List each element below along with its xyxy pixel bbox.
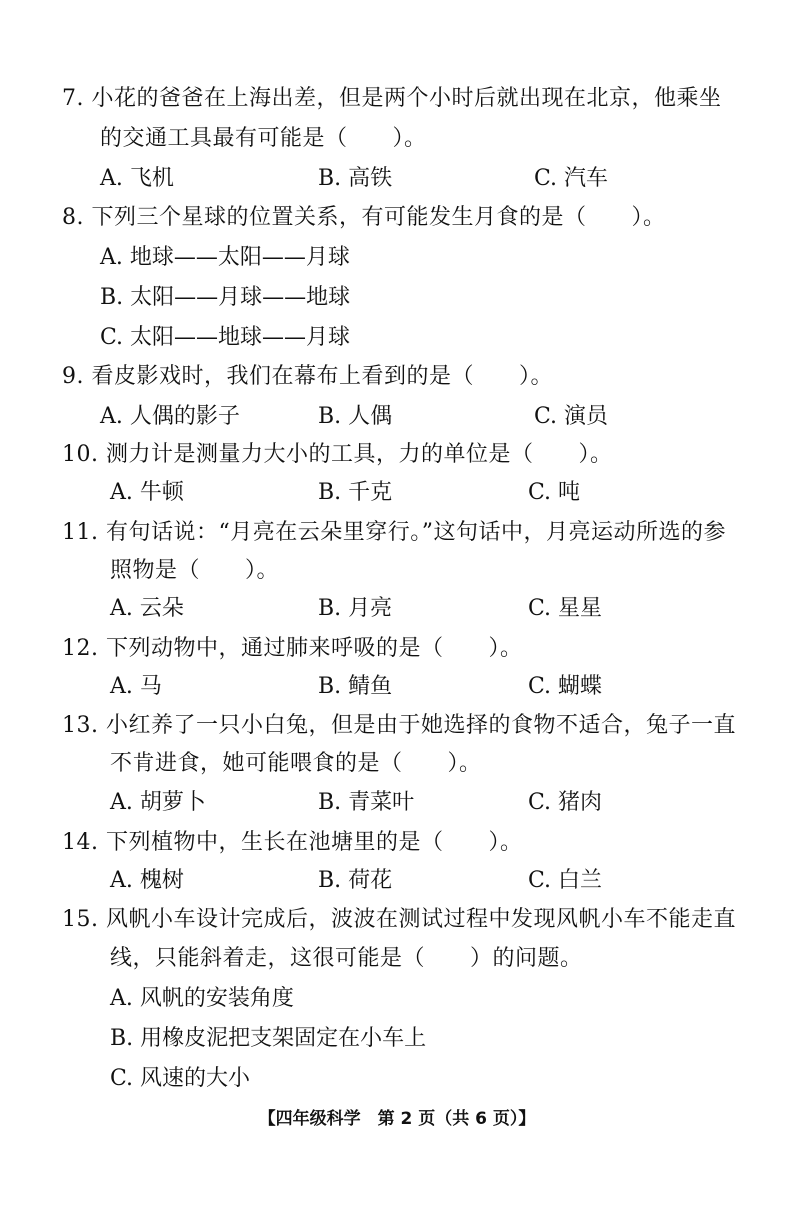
question-8-option-b: B. 太阳——月球——地球 xyxy=(100,285,351,310)
question-13-option-b: B. 青菜叶 xyxy=(318,790,415,815)
question-7-line-1: 7. 小花的爸爸在上海出差，但是两个小时后就出现在北京，他乘坐 xyxy=(62,86,722,111)
question-15-option-a: A. 风帆的安装角度 xyxy=(110,986,294,1011)
question-7-option-b: B. 高铁 xyxy=(318,166,393,191)
question-13-option-a: A. 胡萝卜 xyxy=(110,790,206,815)
question-15-line-2: 线，只能斜着走，这很可能是（ ）的问题。 xyxy=(110,946,583,971)
question-9-option-c: C. 演员 xyxy=(534,404,609,429)
question-14-option-b: B. 荷花 xyxy=(318,868,393,893)
question-10-option-b: B. 千克 xyxy=(318,480,393,505)
question-11-option-b: B. 月亮 xyxy=(318,596,393,621)
question-13-option-c: C. 猪肉 xyxy=(528,790,603,815)
question-9-option-b: B. 人偶 xyxy=(318,404,393,429)
question-10-option-c: C. 吨 xyxy=(528,480,581,505)
question-7-option-a: A. 飞机 xyxy=(100,166,174,191)
question-8-option-c: C. 太阳——地球——月球 xyxy=(100,325,351,350)
question-12-option-c: C. 蝴蝶 xyxy=(528,674,603,699)
question-7-line-2: 的交通工具最有可能是（ ）。 xyxy=(100,126,427,151)
question-15-option-b: B. 用橡皮泥把支架固定在小车上 xyxy=(110,1026,427,1051)
question-11-option-a: A. 云朵 xyxy=(110,596,184,621)
question-8-line-1: 8. 下列三个星球的位置关系，有可能发生月食的是（ ）。 xyxy=(62,205,666,230)
question-14-option-c: C. 白兰 xyxy=(528,868,603,893)
question-15-option-c: C. 风速的大小 xyxy=(110,1066,251,1091)
question-13-line-2: 不肯进食，她可能喂食的是（ ）。 xyxy=(110,751,482,776)
question-11-line-2: 照物是（ ）。 xyxy=(110,558,280,583)
question-11-option-c: C. 星星 xyxy=(528,596,603,621)
question-12-option-b: B. 鲭鱼 xyxy=(318,674,393,699)
question-12-option-a: A. 马 xyxy=(110,674,162,699)
question-15-line-1: 15. 风帆小车设计完成后，波波在测试过程中发现风帆小车不能走直 xyxy=(62,907,736,932)
question-7-option-c: C. 汽车 xyxy=(534,166,609,191)
page-footer: 【四年级科学 第 2 页（共 6 页）】 xyxy=(258,1109,536,1129)
question-12-line-1: 12. 下列动物中，通过肺来呼吸的是（ ）。 xyxy=(62,636,523,661)
question-8-option-a: A. 地球——太阳——月球 xyxy=(100,245,350,270)
question-11-line-1: 11. 有句话说：“月亮在云朵里穿行。”这句话中，月亮运动所选的参 xyxy=(62,520,726,545)
question-10-line-1: 10. 测力计是测量力大小的工具，力的单位是（ ）。 xyxy=(62,442,613,467)
question-10-option-a: A. 牛顿 xyxy=(110,480,184,505)
question-14-line-1: 14. 下列植物中，生长在池塘里的是（ ）。 xyxy=(62,830,523,855)
question-9-option-a: A. 人偶的影子 xyxy=(100,404,240,429)
question-13-line-1: 13. 小红养了一只小白兔，但是由于她选择的食物不适合，兔子一直 xyxy=(62,713,736,738)
question-14-option-a: A. 槐树 xyxy=(110,868,184,893)
question-9-line-1: 9. 看皮影戏时，我们在幕布上看到的是（ ）。 xyxy=(62,364,553,389)
